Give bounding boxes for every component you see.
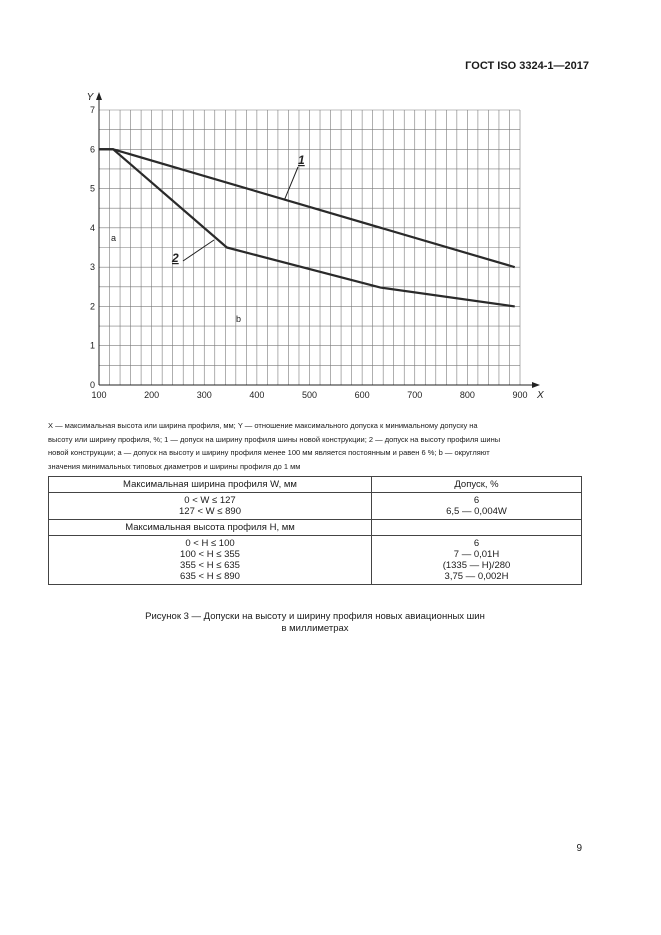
height-tolerances-cell [372, 536, 582, 585]
y-tick-label: 0 [89, 380, 95, 390]
annotation-b: b [236, 314, 242, 324]
x-tick-label: 100 [91, 390, 107, 400]
legend-line-2: высоту или ширину профиля, %; 1 — допуск на ширину профиля шины новой конструкции; 2 — допуск на высоту профиля шины [48, 434, 501, 444]
leader-line-2 [183, 240, 214, 261]
legend-line-3: новой конструкции; a — допуск на высоту и ширину профиля менее 100 мм является постоянным и равен 6 %; b — округляют [48, 448, 490, 457]
chart-axes [96, 92, 540, 388]
table-row [49, 493, 582, 520]
figure-title: Рисунок 3 — Допуски на высоту и ширину профиля новых авиационных шин [145, 611, 485, 622]
figure-units: в миллиметрах [281, 623, 349, 634]
tolerance-table [48, 476, 582, 585]
x-tick-label: 900 [512, 390, 528, 400]
width-tolerances-cell [372, 493, 582, 520]
y-tick-label: 5 [89, 183, 95, 194]
height-ranges-cell [49, 536, 372, 585]
x-tick-label: 200 [144, 390, 160, 400]
tolerance: (1335 — H)/280 [442, 560, 511, 571]
table-header-width: Максимальная ширина профиля W, мм [49, 477, 372, 493]
x-tick-label: 500 [301, 390, 318, 400]
chart-tick-labels [87, 92, 544, 401]
x-axis-label: X [537, 390, 544, 401]
figure-legend [48, 419, 583, 473]
series-label-1: 1 [298, 153, 305, 167]
legend-line-4: значения минимальных типовых диаметров и ширины профиля до 1 мм [48, 461, 301, 471]
y-tick-label: 1 [89, 340, 95, 351]
table-row [49, 536, 582, 585]
table-header-height: Максимальная высота профиля H, мм [49, 520, 372, 536]
y-axis-arrow [96, 92, 102, 100]
document-id: ГОСТ ISO 3324-1—2017 [465, 60, 589, 72]
empty-cell [372, 520, 582, 536]
tolerance: 6 [473, 495, 480, 506]
y-tick-label: 4 [89, 222, 95, 233]
table-row [49, 520, 582, 536]
chart-annotations [111, 153, 305, 324]
tolerance: 3,75 — 0,002H [444, 571, 509, 582]
tolerance-chart [0, 0, 661, 410]
x-axis-arrow [532, 382, 540, 388]
x-tick-label: 300 [196, 390, 212, 400]
table-row [49, 477, 582, 493]
legend-line-1: X — максимальная высота или ширина профиля, мм; Y — отношение максимального допуска к минимальному допуску на [48, 421, 478, 430]
tolerance: 7 — 0,01H [453, 549, 500, 560]
x-tick-label: 700 [407, 390, 423, 400]
x-tick-label: 800 [459, 390, 475, 400]
range: 127 < W ≤ 890 [179, 506, 241, 517]
chart-grid [99, 110, 520, 385]
leader-line-1 [284, 167, 298, 200]
x-tick-label: 400 [249, 390, 265, 400]
range: 355 < H ≤ 635 [180, 560, 240, 571]
width-ranges-cell [49, 493, 372, 520]
tolerance: 6,5 — 0,004W [446, 506, 507, 517]
tolerance: 6 [473, 538, 480, 549]
x-tick-label: 600 [354, 390, 370, 400]
figure-caption [48, 611, 582, 635]
series-label-2: 2 [172, 251, 179, 265]
y-tick-label: 3 [89, 262, 95, 273]
range: 0 < H ≤ 100 [185, 538, 235, 549]
table-header-tolerance: Допуск, % [372, 477, 582, 493]
annotation-a: a [111, 233, 117, 243]
y-tick-label: 7 [89, 105, 95, 115]
y-tick-label: 2 [89, 301, 95, 312]
page-number: 9 [576, 843, 582, 854]
y-tick-label: 6 [89, 144, 95, 155]
range: 100 < H ≤ 355 [180, 549, 240, 560]
range: 635 < H ≤ 890 [180, 571, 240, 582]
y-axis-label: Y [86, 92, 94, 103]
range: 0 < W ≤ 127 [184, 495, 236, 506]
